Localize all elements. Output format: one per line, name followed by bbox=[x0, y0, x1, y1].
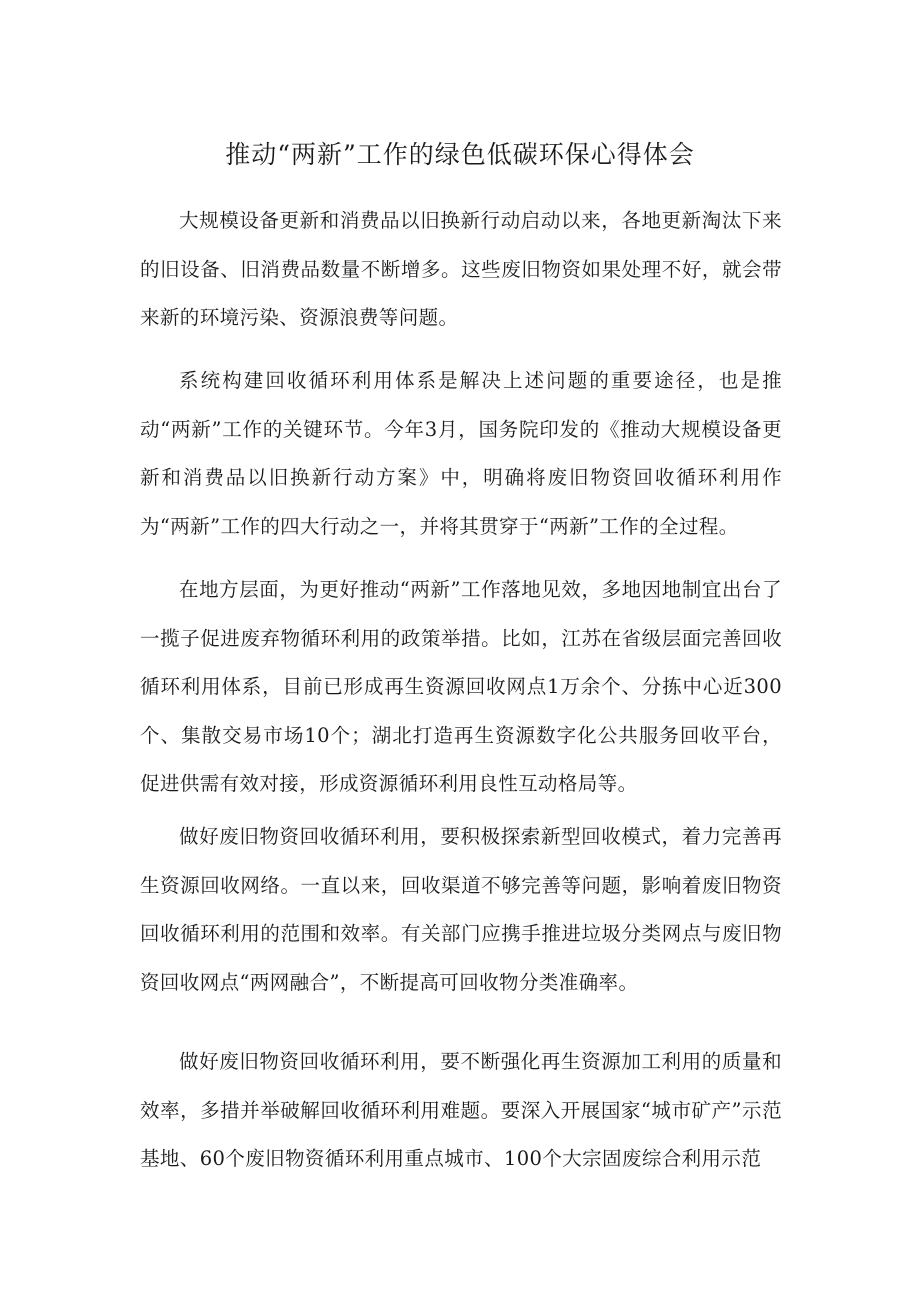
paragraph-5: 做好废旧物资回收循环利用，要不断强化再生资源加工利用的质量和效率，多措并举破解回收循环利用难题。要深入开展国家“城市矿产”示范基地、60个废旧物资循环利用重点城市、100个大宗固废综合利用示范 bbox=[140, 1050, 782, 1170]
document-title: 推动“两新”工作的绿色低碳环保心得体会 bbox=[225, 140, 695, 169]
paragraph-2: 系统构建回收循环利用体系是解决上述问题的重要途径，也是推动“两新”工作的关键环节。今年3月，国务院印发的《推动大规模设备更新和消费品以旧换新行动方案》中，明确将废旧物资回收循环利用作为“两新”工作的四大行动之一，并将其贯穿于“两新”工作的全过程。 bbox=[140, 369, 782, 538]
paragraph-4: 做好废旧物资回收循环利用，要积极探索新型回收模式，着力完善再生资源回收网络。一直以来，回收渠道不够完善等问题，影响着废旧物资回收循环利用的范围和效率。有关部门应携手推进垃圾分类网点与废旧物资回收网点“两网融合”，不断提高可回收物分类准确率。 bbox=[140, 825, 782, 994]
paragraph-1: 大规模设备更新和消费品以旧换新行动启动以来，各地更新淘汰下来的旧设备、旧消费品数量不断增多。这些废旧物资如果处理不好，就会带来新的环境污染、资源浪费等问题。 bbox=[140, 209, 782, 329]
paragraph-3: 在地方层面，为更好推动“两新”工作落地见效，多地因地制宜出台了一揽子促进废弃物循环利用的政策举措。比如，江苏在省级层面完善回收循环利用体系，目前已形成再生资源回收网点1万余个、分拣中心近300个、集散交易市场10个；湖北打造再生资源数字化公共服务回收平台，促进供需有效对接，形成资源循环利用良性互动格局等。 bbox=[140, 578, 782, 795]
